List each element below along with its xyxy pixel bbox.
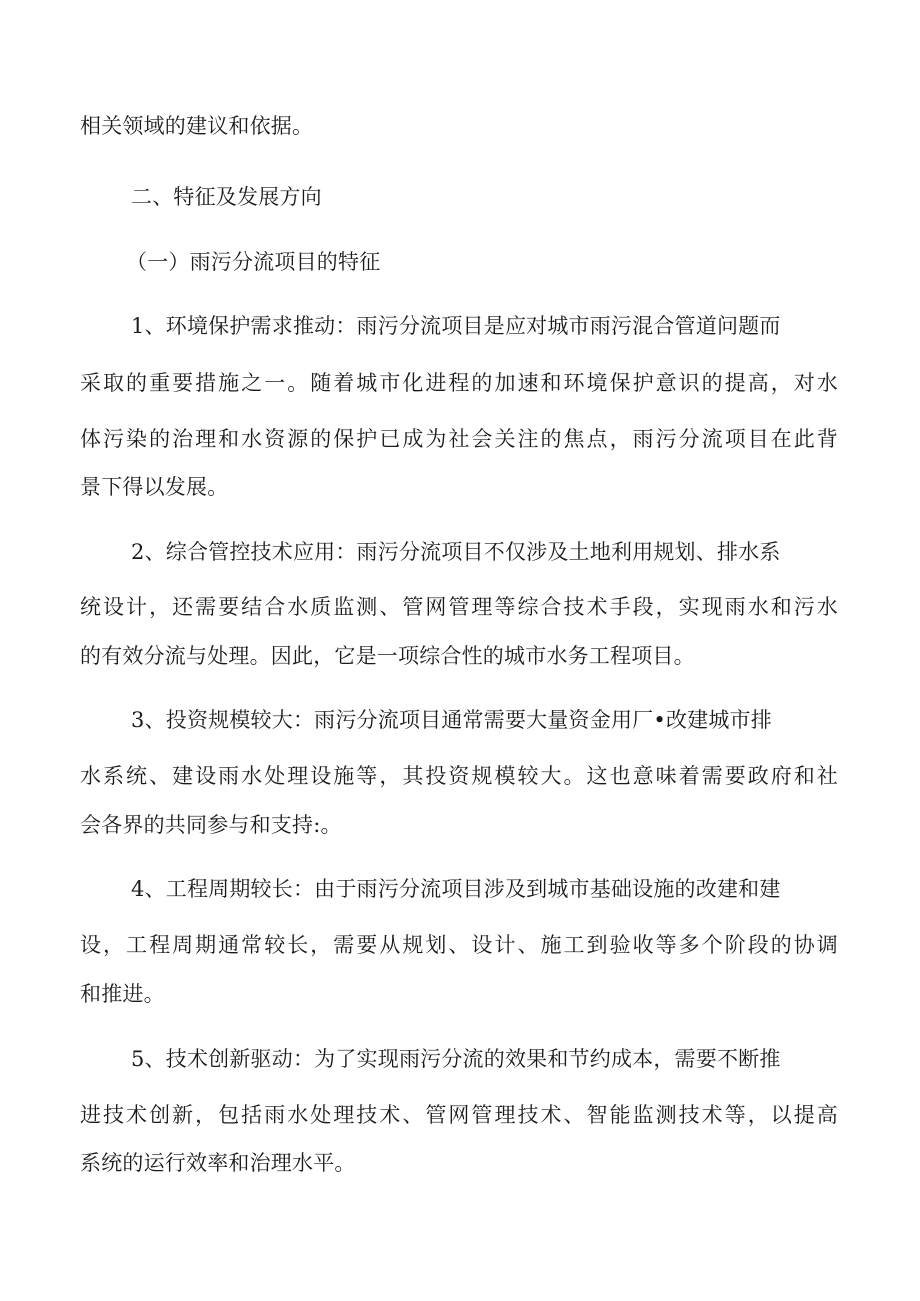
paragraph-line: 4、工程周期较长：由于雨污分流项目涉及到城市基础设施的改建和建 bbox=[131, 877, 781, 901]
paragraph-line: 的有效分流与处理。因此，它是一项综合性的城市水务工程项目。 bbox=[80, 644, 695, 668]
paragraph-line: 会各界的共同参与和支持:。 bbox=[80, 813, 342, 837]
paragraph-line: 和推进。 bbox=[80, 982, 165, 1006]
paragraph-line: 2、综合管控技术应用：雨污分流项目不仅涉及土地利用规划、排水系 bbox=[131, 540, 781, 564]
paragraph-line: 1、环境保护需求推动：雨污分流项目是应对城市雨污混合管道问题而 bbox=[131, 314, 781, 338]
paragraph-line: 3、投资规模较大：雨污分流项目通常需要大量资金用厂•改建城市排 bbox=[131, 708, 772, 732]
paragraph-line: 设，工程周期通常较长，需要从规划、设计、施工到验收等多个阶段的协调 bbox=[80, 933, 838, 957]
section-heading: 二、特征及发展方向 bbox=[131, 185, 322, 209]
paragraph-line: 采取的重要措施之一。随着城市化进程的加速和环境保护意识的提高，对水 bbox=[80, 371, 838, 395]
paragraph-line: 体污染的治理和水资源的保护已成为社会关注的焦点，雨污分流项目在此背 bbox=[80, 427, 838, 451]
paragraph-line: 统设计，还需要结合水质监测、管网管理等综合技术手段，实现雨水和污水 bbox=[80, 595, 838, 619]
intro-tail-text: 相关领域的建议和依据。 bbox=[80, 114, 314, 138]
paragraph-line: 水系统、建设雨水处理设施等，其投资规模较大。这也意味着需要政府和社 bbox=[80, 764, 838, 788]
paragraph-line: 系统的运行效率和治理水平。 bbox=[80, 1151, 356, 1175]
subsection-heading: （一）雨污分流项目的特征 bbox=[126, 250, 381, 274]
paragraph-line: 5、技术创新驱动：为了实现雨污分流的效果和节约成本，需要不断推 bbox=[131, 1047, 781, 1071]
paragraph-line: 景下得以发展。 bbox=[80, 475, 229, 499]
paragraph-line: 进技术创新，包括雨水处理技术、管网管理技术、智能监测技术等，以提高 bbox=[80, 1103, 838, 1127]
